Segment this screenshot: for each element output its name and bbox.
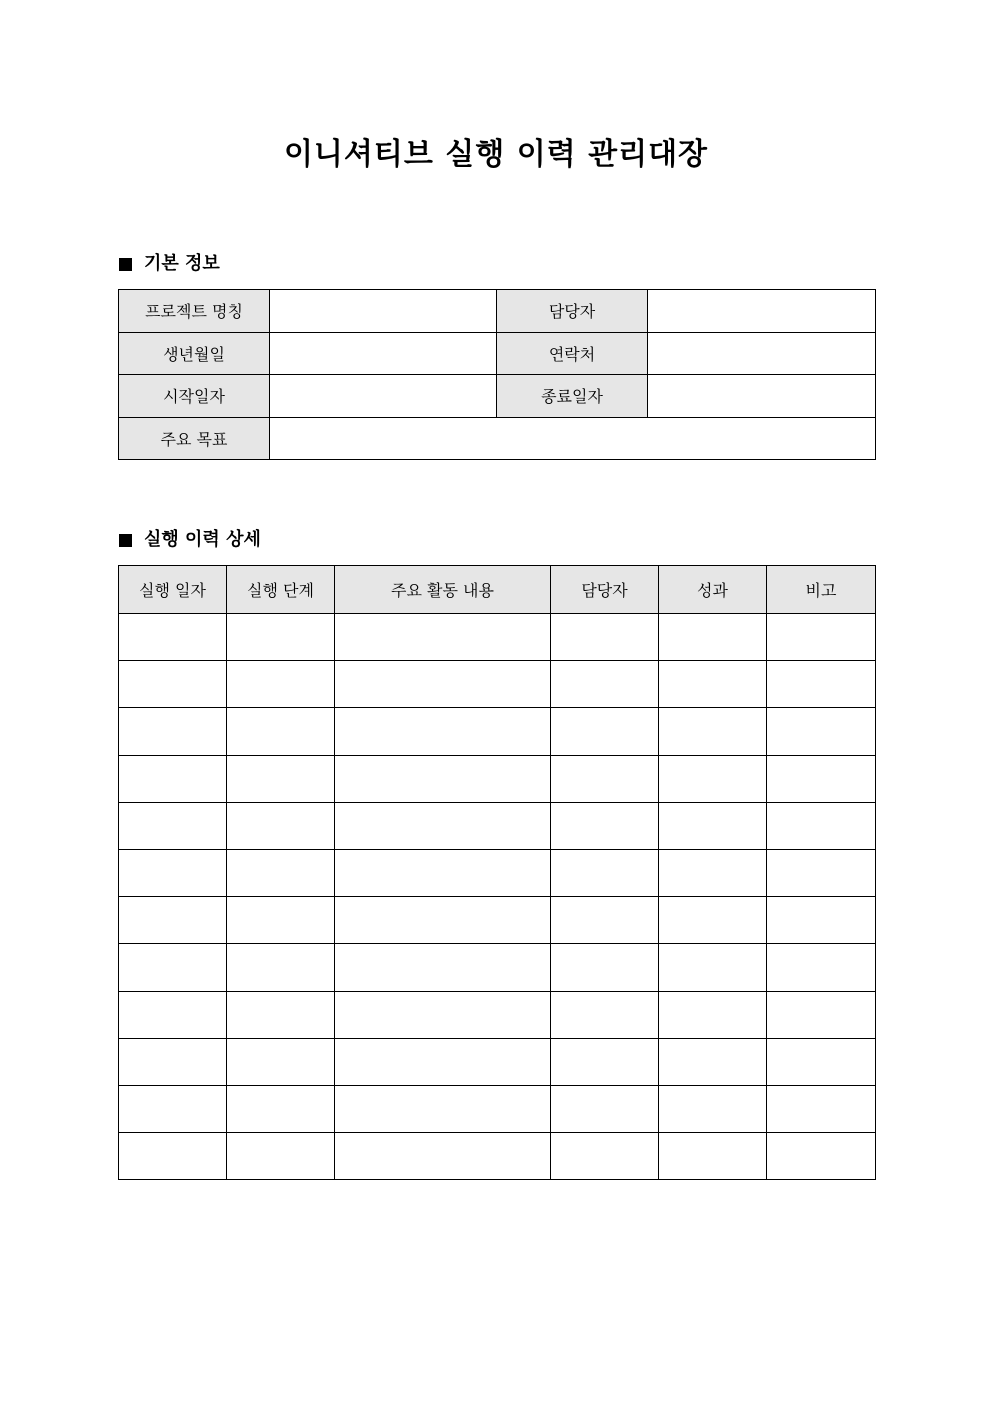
history-cell-stage[interactable] [227,1085,335,1132]
history-cell-manager[interactable] [551,991,659,1038]
column-header-stage: 실행 단계 [227,566,335,614]
info-row [119,417,876,460]
history-cell-date[interactable] [119,897,227,944]
contact-field[interactable] [648,332,876,375]
history-cell-manager[interactable] [551,661,659,708]
history-cell-date[interactable] [119,661,227,708]
history-cell-stage[interactable] [227,708,335,755]
history-cell-note[interactable] [767,991,876,1038]
history-cell-note[interactable] [767,755,876,802]
history-cell-note[interactable] [767,944,876,991]
history-cell-manager[interactable] [551,802,659,849]
manager-label: 담당자 [497,290,648,333]
table-row [119,755,876,802]
history-cell-result[interactable] [659,849,767,896]
history-cell-stage[interactable] [227,897,335,944]
table-row [119,661,876,708]
history-cell-note[interactable] [767,1038,876,1085]
history-cell-note[interactable] [767,614,876,661]
table-row [119,897,876,944]
table-row [119,944,876,991]
history-cell-activity[interactable] [335,944,551,991]
history-cell-stage[interactable] [227,614,335,661]
history-cell-result[interactable] [659,897,767,944]
project-name-field[interactable] [270,290,497,333]
info-row [119,332,876,375]
history-cell-date[interactable] [119,614,227,661]
section-heading-history [119,528,261,552]
history-cell-result[interactable] [659,755,767,802]
basic-info-table [118,289,876,460]
main-goal-field[interactable] [270,417,876,460]
history-cell-stage[interactable] [227,802,335,849]
table-row [119,849,876,896]
manager-field[interactable] [648,290,876,333]
square-bullet-icon [119,258,132,271]
history-cell-stage[interactable] [227,944,335,991]
history-cell-date[interactable] [119,708,227,755]
history-cell-manager[interactable] [551,614,659,661]
history-cell-manager[interactable] [551,755,659,802]
table-row [119,1085,876,1132]
start-date-field[interactable] [270,375,497,418]
history-cell-stage[interactable] [227,755,335,802]
history-cell-activity[interactable] [335,614,551,661]
history-cell-manager[interactable] [551,1133,659,1180]
start-date-label: 시작일자 [119,375,270,418]
history-cell-note[interactable] [767,708,876,755]
history-cell-stage[interactable] [227,661,335,708]
end-date-label: 종료일자 [497,375,648,418]
history-cell-note[interactable] [767,849,876,896]
history-cell-date[interactable] [119,755,227,802]
history-header-row [119,566,876,614]
table-row [119,991,876,1038]
history-cell-note[interactable] [767,1133,876,1180]
square-bullet-icon [119,534,132,547]
history-cell-manager[interactable] [551,708,659,755]
history-cell-result[interactable] [659,661,767,708]
history-cell-activity[interactable] [335,661,551,708]
history-cell-date[interactable] [119,1085,227,1132]
table-row [119,1038,876,1085]
history-cell-activity[interactable] [335,1133,551,1180]
history-cell-manager[interactable] [551,1038,659,1085]
info-row [119,290,876,333]
history-cell-activity[interactable] [335,1085,551,1132]
table-row [119,708,876,755]
history-cell-stage[interactable] [227,1038,335,1085]
history-cell-result[interactable] [659,708,767,755]
history-cell-date[interactable] [119,991,227,1038]
history-cell-activity[interactable] [335,755,551,802]
history-cell-result[interactable] [659,1038,767,1085]
table-row [119,802,876,849]
history-cell-stage[interactable] [227,849,335,896]
end-date-field[interactable] [648,375,876,418]
history-cell-note[interactable] [767,897,876,944]
history-cell-activity[interactable] [335,897,551,944]
history-cell-manager[interactable] [551,1085,659,1132]
column-header-result: 성과 [659,566,767,614]
history-cell-date[interactable] [119,802,227,849]
history-cell-activity[interactable] [335,802,551,849]
birth-date-label: 생년월일 [119,332,270,375]
history-cell-result[interactable] [659,944,767,991]
history-table [118,565,876,1180]
history-cell-note[interactable] [767,802,876,849]
contact-label: 연락처 [497,332,648,375]
column-header-activity: 주요 활동 내용 [335,566,551,614]
history-cell-result[interactable] [659,1133,767,1180]
table-row [119,1133,876,1180]
table-row [119,614,876,661]
history-cell-result[interactable] [659,991,767,1038]
history-cell-result[interactable] [659,802,767,849]
column-header-note: 비고 [767,566,876,614]
history-cell-stage[interactable] [227,1133,335,1180]
birth-date-field[interactable] [270,332,497,375]
history-cell-activity[interactable] [335,708,551,755]
column-header-manager: 담당자 [551,566,659,614]
info-row [119,375,876,418]
main-goal-label: 주요 목표 [119,417,270,460]
history-cell-note[interactable] [767,661,876,708]
project-name-label: 프로젝트 명칭 [119,290,270,333]
document-title: 이니셔티브 실행 이력 관리대장 [283,137,709,172]
history-cell-result[interactable] [659,614,767,661]
history-cell-manager[interactable] [551,849,659,896]
section-heading-basic-info [119,252,220,276]
history-cell-activity[interactable] [335,1038,551,1085]
history-cell-note[interactable] [767,1085,876,1132]
history-cell-stage[interactable] [227,991,335,1038]
history-cell-manager[interactable] [551,897,659,944]
section-heading-label: 기본 정보 [144,253,220,274]
history-cell-date[interactable] [119,1038,227,1085]
history-cell-activity[interactable] [335,991,551,1038]
history-cell-manager[interactable] [551,944,659,991]
column-header-date: 실행 일자 [119,566,227,614]
history-cell-date[interactable] [119,944,227,991]
section-heading-label: 실행 이력 상세 [144,529,261,550]
history-cell-activity[interactable] [335,849,551,896]
history-cell-result[interactable] [659,1085,767,1132]
history-cell-date[interactable] [119,849,227,896]
history-cell-date[interactable] [119,1133,227,1180]
